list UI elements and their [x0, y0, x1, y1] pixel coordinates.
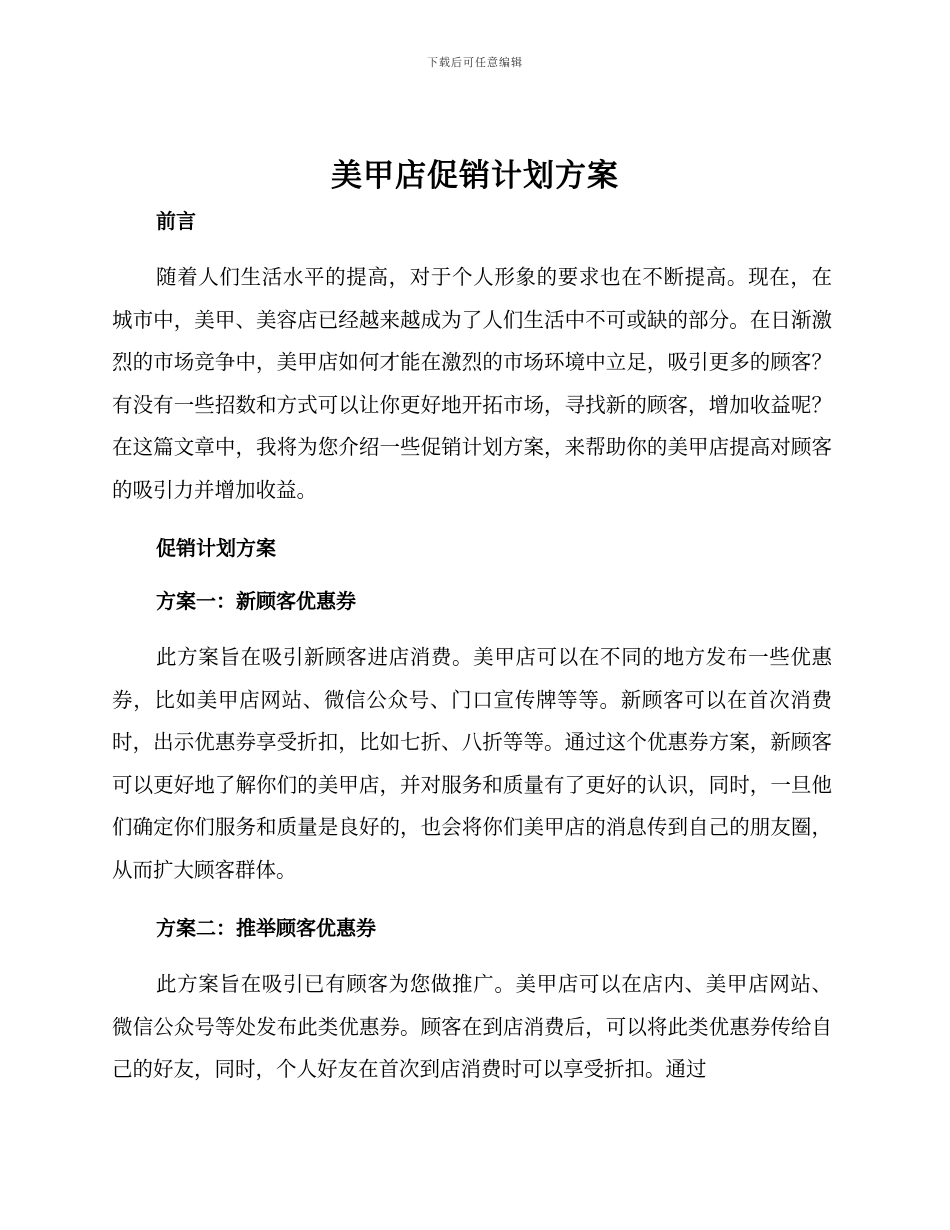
header-note: 下载后可任意编辑 [427, 56, 523, 69]
plan1-paragraph: 此方案旨在吸引新顾客进店消费。美甲店可以在不同的地方发布一些优惠券，比如美甲店网站、微信公众号、门口宣传牌等等。新顾客可以在首次消费时，出示优惠券享受折扣，比如七折、八折等等。通过这个优惠券方案，新顾客可以更好地了解你们的美甲店，并对服务和质量有了更好的认识，同时，一旦他们确定你们服务和质量是良好的，也会将你们美甲店的消息传到自己的朋友圈，从而扩大顾客群体。 [112, 645, 832, 882]
preface-paragraph: 随着人们生活水平的提高，对于个人形象的要求也在不断提高。现在，在城市中，美甲、美容店已经越来越成为了人们生活中不可或缺的部分。在日渐激烈的市场竞争中，美甲店如何才能在激烈的市场环境中立足，吸引更多的顾客？有没有一些招数和方式可以让你更好地开拓市场，寻找新的顾客，增加收益呢？在这篇文章中，我将为您介绍一些促销计划方案，来帮助你的美甲店提高对顾客的吸引力并增加收益。 [112, 265, 832, 502]
document-body [112, 203, 832, 1091]
plans-heading: 促销计划方案 [156, 536, 276, 560]
plan2-heading: 方案二：推举顾客优惠券 [156, 916, 376, 940]
plan2-paragraph: 此方案旨在吸引已有顾客为您做推广。美甲店可以在店内、美甲店网站、微信公众号等处发布此类优惠券。顾客在到店消费后，可以将此类优惠券传给自己的好友，同时，个人好友在首次到店消费时可以享受折扣。通过 [112, 972, 832, 1081]
preface-heading: 前言 [156, 209, 196, 233]
plan1-heading: 方案一：新顾客优惠券 [156, 589, 356, 613]
document-title: 美甲店促销计划方案 [331, 158, 619, 194]
